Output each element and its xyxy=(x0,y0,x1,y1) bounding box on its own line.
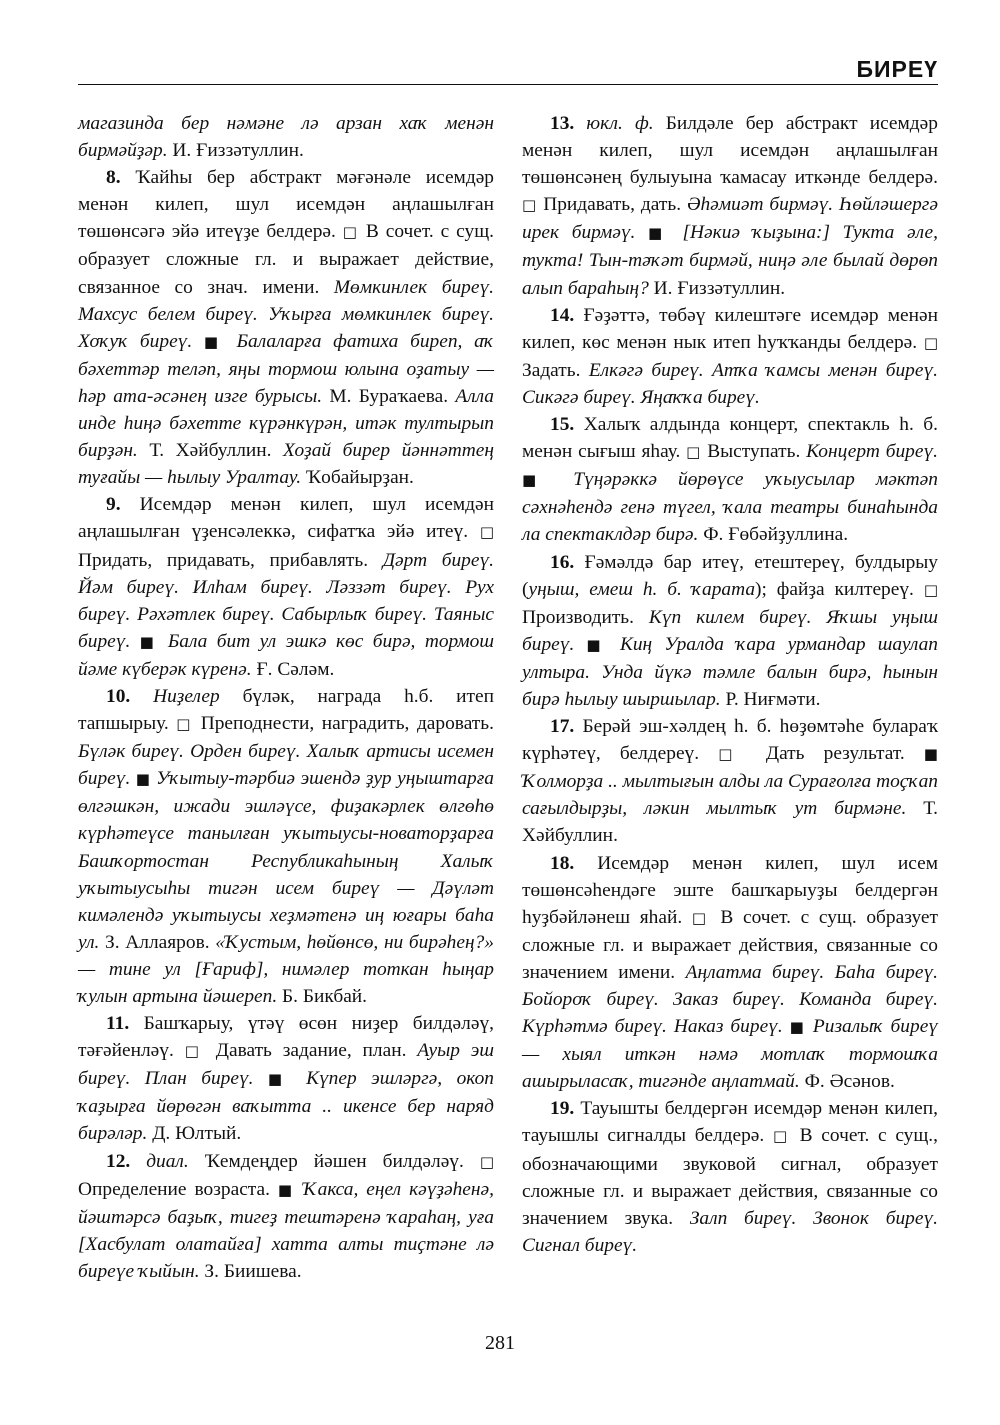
sense-number: 12. xyxy=(106,1150,131,1172)
translation: Придавать, дать. xyxy=(537,194,687,216)
translation-marker-icon: □ xyxy=(479,1152,494,1171)
example-text: магазинда бер нәмәне лә арзан хаҡ менән бирмәйҙәр. xyxy=(78,113,494,162)
sense-16 xyxy=(522,549,938,714)
phrase-examples: Ауыр эш биреү. План биреү. xyxy=(78,1040,494,1090)
sense-number: 19. xyxy=(550,1098,575,1120)
definition: Билдәле бер абстракт исемдәр менән килеп, шул исемдән аңлашылған төшөнсәнең булыуына ҡамасау иткәнде белдерә. xyxy=(522,113,938,189)
phrase-examples: Әһәмиәт бирмәү. Һөйләшергә ирек бирмәү. xyxy=(522,194,938,244)
source-author: Ф. Ғөбәйҙуллина. xyxy=(698,524,849,546)
sense-9 xyxy=(78,491,494,683)
quote: Киң Уралда ҡара урмандар шаулап ултыра. Унда йүкә тәмле балын бирә, һынын бирә һылыу шыршылар. xyxy=(522,633,938,710)
quote: Күпер эшләргә, окоп ҡаҙырға йөрөгән ваҡытта .. икенсе бер наряд бирәләр. xyxy=(78,1068,494,1145)
source-author: И. Ғиззәтуллин. xyxy=(648,277,786,299)
translation: Определение возраста. xyxy=(78,1178,270,1200)
sense-number: 16. xyxy=(550,551,575,573)
sense-number: 10. xyxy=(106,685,131,707)
source-author: Ҡобайырҙан. xyxy=(301,467,414,489)
sense-19 xyxy=(522,1095,938,1259)
phrase-examples: Залп биреү. Звонок биреү. Сигнал биреү. xyxy=(522,1207,939,1256)
phrase-examples: Елкәгә биреү. Атҡа ҡамсы менән биреү. Сикәгә биреү. Яңаҡҡа биреү. xyxy=(522,359,938,408)
usage-label: юкл. ф. xyxy=(586,113,654,134)
sense-number: 14. xyxy=(550,304,575,326)
translation-marker-icon: □ xyxy=(176,715,194,734)
quote: Балаларға фатиха биреп, аҡ бәхеттәр теләп, яңы тормош юлына оҙатыу — һәр ата-әсәнең изге бурысы. xyxy=(78,330,494,407)
sense-8 xyxy=(78,164,494,491)
translation: Производить. xyxy=(522,606,649,628)
source-author: Т. Хәйбуллин. xyxy=(137,440,284,462)
quote: Уҡытыу-тәрбиә эшендә ҙур уңыштарға өлгәшкән, ижади эшләүсе, фиҙакәрлек өлгөһө күрһәтеүсе танылған уҡытыусы-новаторҙарға Башҡортостан Республикаһының Халыҡ уҡытыусыһы тигән исем биреү — Дәүләт кимәлендә уҡытыусы хеҙмәтенә иң юғары баһа ул. xyxy=(78,768,494,953)
quote-marker-icon: ■ xyxy=(574,635,620,654)
quote-marker-icon: ■ xyxy=(130,632,168,651)
source-author: Ф. Әсәнов. xyxy=(799,1071,895,1093)
source-author: Д. Юлтый. xyxy=(147,1123,242,1145)
entry-continuation xyxy=(78,110,494,164)
source-author: Б. Бикбай. xyxy=(277,986,368,1007)
translation-marker-icon: □ xyxy=(686,443,702,462)
sense-13 xyxy=(522,110,938,302)
translation-marker-icon: □ xyxy=(772,1127,791,1146)
sense-10 xyxy=(78,683,494,1010)
sense-number: 17. xyxy=(550,716,575,738)
source-author: З. Биишева. xyxy=(199,1260,302,1282)
spacer xyxy=(574,113,586,134)
translation-marker-icon: □ xyxy=(479,523,494,542)
definition: Исемдәр менән килеп, шул исемдән аңлашылған үҙенсәлеккә, сифатҡа эйә итеү. xyxy=(78,494,494,543)
phrase-examples: Мөмкинлек биреү. Махсус белем биреү. Уҡырға мөмкинлек биреү. Хоҡуҡ биреү. xyxy=(78,276,494,352)
translation-marker-icon: □ xyxy=(184,1042,205,1061)
grammar-object: Ниҙелер xyxy=(153,685,220,707)
definition: бүләк, награда һ.б. итеп тапшырыу. xyxy=(78,685,494,735)
definition: Ҡемдеңдер йәшен билдәләү. xyxy=(188,1150,480,1172)
translation: Дать результат. xyxy=(746,743,905,765)
translation-marker-icon: □ xyxy=(923,333,938,352)
translation-marker-icon: □ xyxy=(691,908,711,927)
definition: Ҡайһы бер абстракт мәғәнәле исемдәр менән килеп, шул исемдән аңлашылған төшөнсәгә эйә итеүҙе белдерә. xyxy=(78,167,494,243)
quote: Ҡакса, еңел кәүҙәһенә, йәштәрсә баҙыҡ, тигеҙ тештәренә ҡараһаң, уға [Хасбулат олатайға] хатта алты тиҫтәне лә биреүе ҡыйын. xyxy=(78,1178,494,1282)
translation-marker-icon: □ xyxy=(718,745,747,764)
quote-marker-icon: ■ xyxy=(269,1180,304,1199)
quote-marker-icon: ■ xyxy=(782,1018,813,1037)
translation: В сочет. с сущ., обозначающими звуковой сигнал, образует сложные гл. и выражает действия, связанные со значением звука. xyxy=(522,1125,938,1229)
header-rule xyxy=(78,84,938,85)
definition: Берәй эш-хәлдең һ. б. һөҙөмтәһе булараҡ күрһәтеү, белдереү. xyxy=(522,716,938,765)
translation: Преподнести, наградить, даровать. xyxy=(193,713,494,735)
source-author: И. Ғиззәтуллин. xyxy=(167,140,304,162)
page-number: 281 xyxy=(485,1332,515,1354)
usage-label: диал. xyxy=(146,1150,189,1172)
left-column xyxy=(78,110,494,1285)
translation: Задать. xyxy=(522,359,589,381)
phrase-examples: Концерт биреү. xyxy=(806,441,938,463)
sense-number: 11. xyxy=(106,1013,130,1035)
grammar-note: уңыш, емеш һ. б. ҡарата xyxy=(528,578,756,600)
definition: Ғәҙәттә, төбәү килештәге исемдәр менән килеп, көс менән нык итеп һуҡҡанды белдерә. xyxy=(522,304,938,353)
quote-marker-icon: ■ xyxy=(904,745,938,764)
sense-number: 8. xyxy=(106,167,121,189)
sense-14 xyxy=(522,302,938,411)
sense-17 xyxy=(522,713,938,849)
quote: Ҡолморҙа .. мылтығын алды ла Сурағолға тоҫҡап сағылдырҙы, ләкин мылтыҡ ут бирмәне. xyxy=(522,771,938,820)
definition: Тауышты белдергән исемдәр менән килеп, тауышлы сигналды белдерә. xyxy=(522,1098,938,1147)
phrase-examples: Аңлатма биреү. Баһа биреү. Бойороҡ биреү. Заказ биреү. Команда биреү. Күрһәтмә биреү. Наказ биреү. xyxy=(522,961,938,1038)
translation: Придать, придавать, прибавлять. xyxy=(78,549,383,571)
translation-marker-icon: □ xyxy=(522,196,538,215)
translation: Выступать. xyxy=(701,441,807,463)
phrase-examples: Күп килем биреү. Яҡшы уңыш биреү. xyxy=(522,606,938,655)
translation-marker-icon: □ xyxy=(923,580,938,599)
running-head: БИРЕҮ xyxy=(856,56,938,82)
definition: Халыҡ алдында концерт, спектакль һ. б. менән сығыш яһау. xyxy=(522,414,938,463)
sense-number: 13. xyxy=(550,113,575,134)
sense-15 xyxy=(522,411,938,548)
source-author: Р. Ниғмәти. xyxy=(720,688,821,710)
sense-number: 15. xyxy=(550,414,575,436)
quote-marker-icon: ■ xyxy=(522,471,574,490)
sense-number: 9. xyxy=(106,494,121,516)
phrase-examples: Дәрт биреү. Йәм биреү. Илһам биреү. Ләззәт биреү. Рух биреү. Рәхәтлек биреү. Сабырлыҡ биреү. Таяныс биреү. xyxy=(78,549,494,652)
sense-number: 18. xyxy=(550,852,575,874)
definition: ); файҙа килтереү. xyxy=(755,578,924,600)
translation: В сочет. с сущ. образует сложные гл. и выражает действие, связанное со знач. имени. xyxy=(78,221,494,298)
spacer xyxy=(130,1151,146,1172)
sense-12 xyxy=(78,1148,494,1285)
source-author: М. Бураҡаева. xyxy=(322,385,456,407)
definition: Ғәмәлдә бар итеү, етештереү, булдырыу ( xyxy=(522,551,938,600)
quote-marker-icon: ■ xyxy=(635,224,683,243)
source-author: З. Аллаяров. xyxy=(99,931,216,953)
quote-marker-icon: ■ xyxy=(192,332,237,351)
spacer xyxy=(130,686,153,707)
translation-marker-icon: □ xyxy=(342,223,360,242)
phrase-examples: Бүләк биреү. Орден биреү. Халыҡ артисы исемен биреү. xyxy=(78,741,494,790)
quote: Хоҙай бирер йәннәттең туғайы — һылыу Уралтау. xyxy=(78,440,494,489)
definition: Башҡарыу, үтәү өсөн ниҙер билдәләү, тәғәйенләү. xyxy=(78,1013,494,1062)
quote: «Ҡустым, һөйөнсө, ни бирәһең?» — тине ул [Ғариф], нимәлер тоткан һыңар ҡулын артына йәшереп. xyxy=(78,931,494,1007)
translation: В сочет. с сущ. образует сложные гл. и выражает действия, связанные со значением имени. xyxy=(522,906,938,983)
right-column xyxy=(522,110,938,1259)
quote: Ризалыҡ биреү — хыял иткән нәмә мотлаҡ тормошҡа ашырыласаҡ, тигәнде аңлатмай. xyxy=(522,1016,938,1093)
quote: Түңәрәккә йөрөүсе уҡыусылар мәктәп сәхнәһендә генә түгел, ҡала театры бинаһында ла спектаклдәр бирә. xyxy=(522,469,938,546)
definition: Исемдәр менән килеп, шул исем төшөнсәһендәге эште башҡарыуҙы белдергән һуҙбәйләнеш яһай. xyxy=(522,852,938,928)
quote: Бала бит ул эшкә көс бирә, тормош йәме күберәк күренә. xyxy=(78,630,494,680)
quote: [Нәкиә ҡыҙына:] Тукта әле, тукта! Тын-тәҡәт бирмәй, ниңә әле былай дөрөп алып бараһың? xyxy=(522,222,938,299)
translation: Давать задание, план. xyxy=(204,1040,418,1062)
sense-18 xyxy=(522,850,938,1096)
source-author: Ғ. Сәләм. xyxy=(251,658,335,680)
quote-marker-icon: ■ xyxy=(130,770,157,789)
quote: Алла инде һиңә бәхетте күрәнкүрән, итәк тултырып бирҙән. xyxy=(78,385,494,462)
quote-marker-icon: ■ xyxy=(253,1070,307,1089)
source-author: Т. Хәйбуллин. xyxy=(522,798,938,847)
sense-11 xyxy=(78,1010,494,1147)
